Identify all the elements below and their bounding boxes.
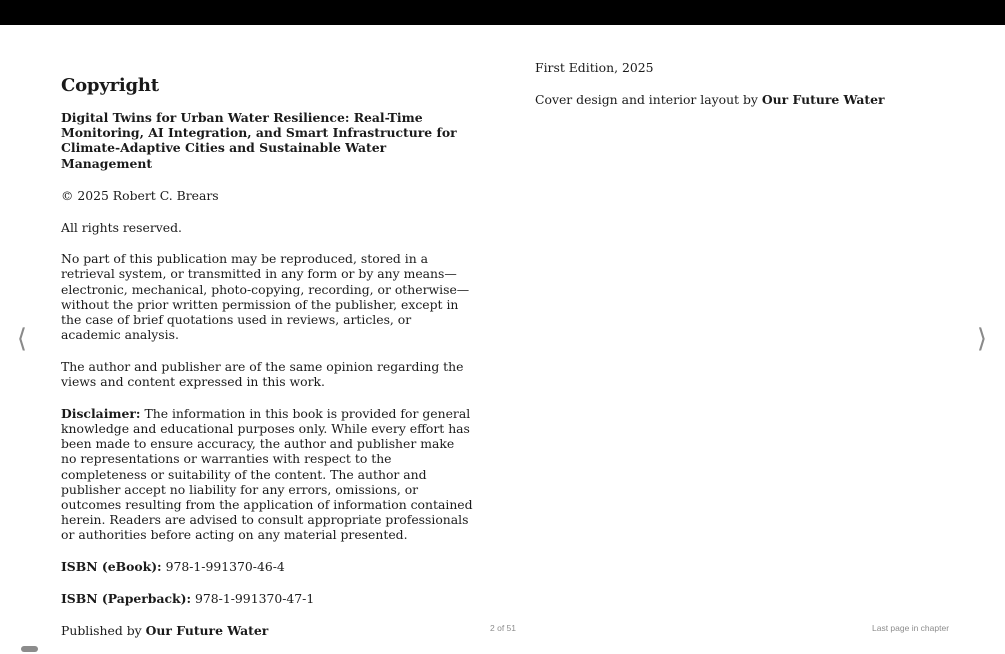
book-title: Digital Twins for Urban Water Resilience: Real-Time Monitoring, AI Integration, and Smart Infrastructure for Climate-Adaptive Cities and Sustainable Water Management <box>61 110 457 171</box>
disclaimer <box>61 406 473 543</box>
disclaimer-label: Disclaimer: <box>61 405 141 421</box>
isbn-paperback-label: ISBN (Paperback): <box>61 590 192 606</box>
isbn-ebook-label: ISBN (eBook): <box>61 559 162 575</box>
isbn-paperback <box>61 591 473 606</box>
isbn-ebook-value: 978-1-991370-46-4 <box>161 559 285 575</box>
previous-page-button[interactable] <box>12 322 32 356</box>
next-page-button[interactable] <box>972 322 992 356</box>
chevron-right-icon: ⟩ <box>976 324 988 354</box>
rights-statement: All rights reserved. <box>61 219 182 235</box>
edition-line: First Edition, 2025 <box>535 60 654 75</box>
copyright-line: © 2025 Robert C. Brears <box>61 187 219 203</box>
chapter-status: Last page in chapter <box>872 623 950 633</box>
publisher-name: Our Future Water <box>145 622 269 638</box>
published-by-prefix: Published by <box>61 622 146 638</box>
cover-credit <box>535 92 955 107</box>
disclaimer-text: The information in this book is provided for general knowledge and educational purposes only. While every effort has been made to ensure accuracy, the author and publisher make no representations or warranties with respect to the completeness or suitability of the content. The author and publisher accept no liability for any errors, omissions, or outcomes resulting from the application of information contained herein. Readers are advised to consult appropriate professionals or authorities before acting on any material presented. <box>61 405 473 543</box>
top-bar <box>0 0 1005 25</box>
opinion-notice: The author and publisher are of the same opinion regarding the views and content expressed in this work. <box>61 358 464 390</box>
page-counter: 2 of 51 <box>490 623 516 633</box>
cover-credit-name: Our Future Water <box>761 91 885 107</box>
reproduction-notice: No part of this publication may be reproduced, stored in a retrieval system, or transmitted in any form or by any means—electronic, mechanical, photo-copying, recording, or otherwise—without the prior written permission of the publisher, except in the case of brief quotations used in reviews, articles, or academic analysis. <box>61 251 470 343</box>
chevron-left-icon: ⟨ <box>16 324 28 354</box>
isbn-paperback-value: 978-1-991370-47-1 <box>191 590 315 606</box>
publisher-line <box>61 623 473 638</box>
scroll-handle[interactable] <box>21 646 38 652</box>
left-page <box>61 74 473 654</box>
isbn-ebook <box>61 559 473 574</box>
page-title: Copyright <box>61 75 159 96</box>
cover-credit-prefix: Cover design and interior layout by <box>535 91 762 107</box>
right-page <box>535 60 955 123</box>
